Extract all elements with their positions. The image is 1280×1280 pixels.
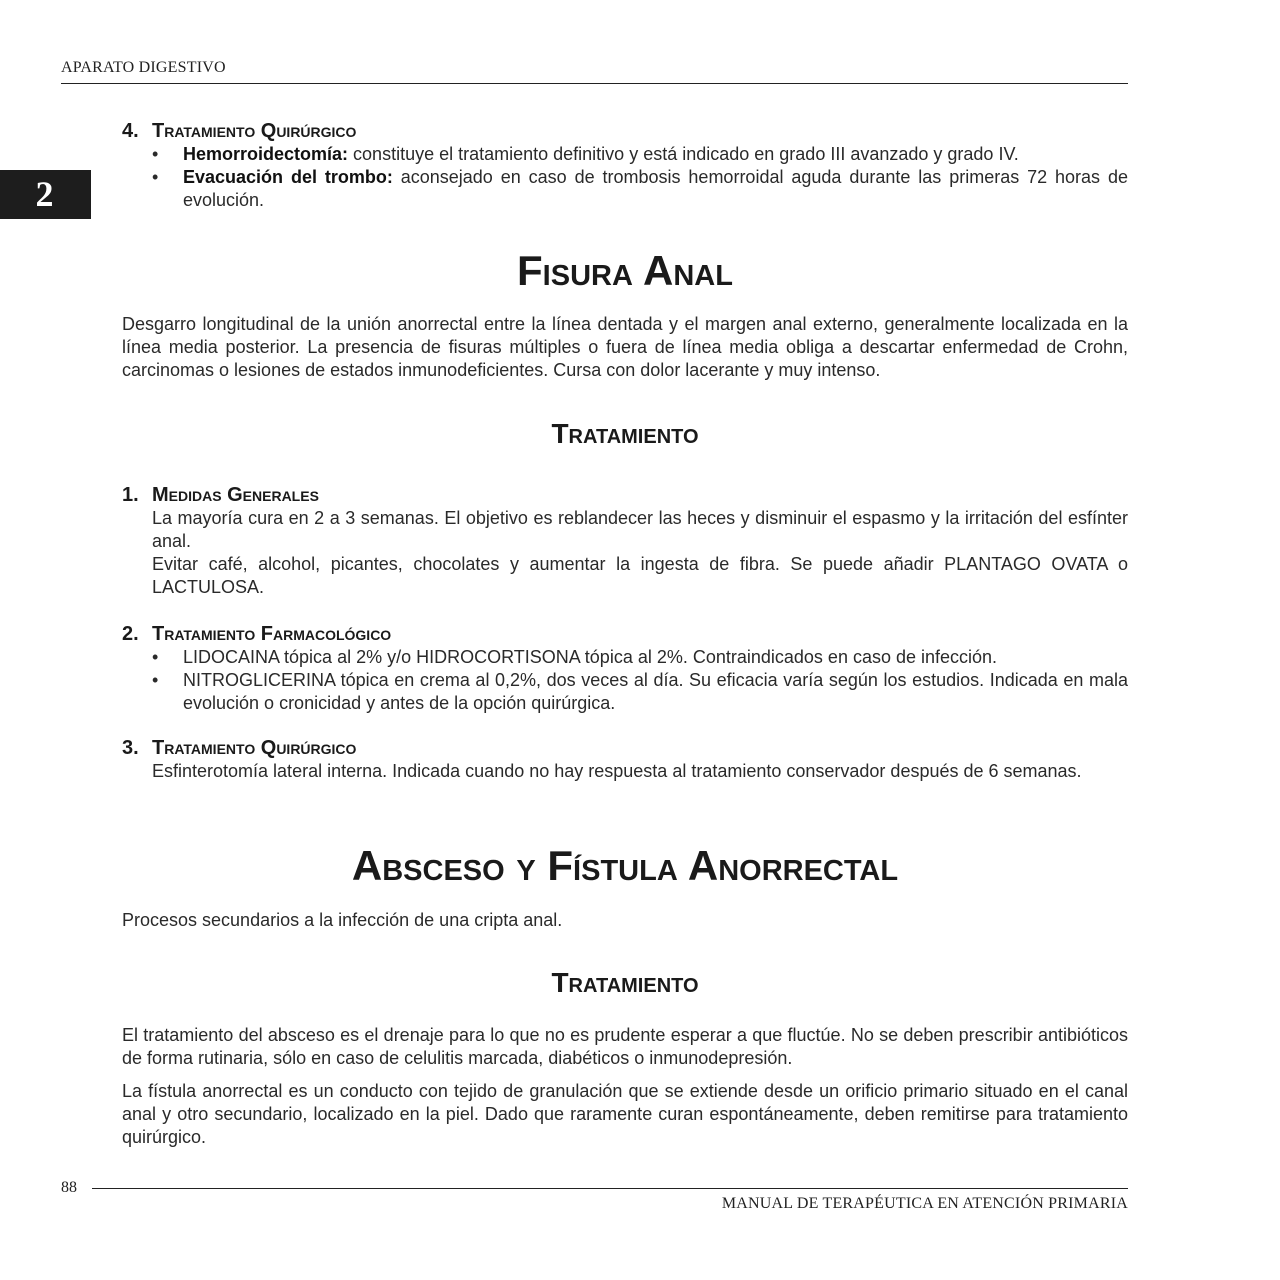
bullet-marker: •: [152, 647, 159, 667]
list-item: [122, 166, 1128, 212]
subheading-tratamiento-quirurgico: [122, 736, 1128, 760]
section-hemorroides-quirurgico: [122, 119, 1128, 212]
medidas-paragraph-1: La mayoría cura en 2 a 3 semanas. El objetivo es reblandecer las heces y disminuir el espasmo y la irritación del esfínter anal.: [152, 508, 1128, 551]
absceso-paragraph-2: La fístula anorrectal es un conducto con tejido de granulación que se extiende desde un orificio primario situado en el canal anal y otro secundario, localizado en la piel. Dado que raramente curan espontáneamente, deben remitirse para tratamiento quirúrgico.: [122, 1081, 1128, 1147]
list-item: [122, 143, 1128, 166]
subheading-number: 2.: [122, 623, 139, 645]
bullet-marker: •: [152, 167, 159, 187]
list-item: [122, 646, 1128, 669]
list-item-text: constituye el tratamiento definitivo y está indicado en grado III avanzado y grado IV.: [348, 144, 1019, 164]
section-tratamiento-farmacologico: [122, 622, 1128, 715]
subheading-number: 3.: [122, 737, 139, 759]
medidas-paragraph-2: Evitar café, alcohol, picantes, chocolates y aumentar la ingesta de fibra. Se puede añadir PLANTAGO OVATA o LACTULOSA.: [152, 554, 1128, 597]
section-title-absceso-fistula: Absceso y Fístula Anorrectal: [351, 842, 899, 889]
subheading-number: 1.: [122, 484, 139, 506]
heading-tratamiento-fisura: Tratamiento: [551, 418, 699, 449]
absceso-paragraph-1: El tratamiento del absceso es el drenaje para lo que no es prudente esperar a que fluctúe. No se deben prescribir antibióticos de forma rutinaria, sólo en caso de celulitis marcada, diabéticos o inmunodepresión.: [122, 1025, 1128, 1068]
list-item-text: aconsejado en caso de trombosis hemorroidal aguda durante las primeras 72 horas de evolución.: [183, 167, 1128, 210]
bullet-marker: •: [152, 144, 159, 164]
page-number: 88: [61, 1179, 77, 1196]
subheading-tratamiento-quirurgico: [122, 119, 1128, 143]
list-item-term: Evacuación del trombo:: [183, 167, 393, 187]
running-head: APARATO DIGESTIVO: [61, 59, 226, 76]
header-rule: [61, 83, 1128, 84]
quirurgico-paragraph: Esfinterotomía lateral interna. Indicada cuando no hay respuesta al tratamiento conservador después de 6 semanas.: [152, 761, 1082, 781]
running-foot: MANUAL DE TERAPÉUTICA EN ATENCIÓN PRIMARIA: [721, 1195, 1128, 1212]
list-item-text: LIDOCAINA tópica al 2% y/o HIDROCORTISONA tópica al 2%. Contraindicados en caso de infección.: [183, 647, 998, 667]
bullet-list: [122, 143, 1128, 212]
section-title-fisura-anal: Fisura Anal: [517, 247, 733, 294]
footer-rule: [92, 1188, 1128, 1189]
section-tratamiento-quirurgico-fisura: [122, 736, 1128, 783]
chapter-tab: 2: [0, 170, 91, 219]
heading-tratamiento-absceso: Tratamiento: [551, 967, 699, 998]
bullet-marker: •: [152, 670, 159, 690]
list-item: [122, 669, 1128, 715]
subheading-title: Tratamiento Quirúrgico: [152, 120, 357, 142]
subheading-number: 4.: [122, 120, 139, 142]
subheading-medidas-generales: [122, 483, 1128, 507]
subheading-title: Tratamiento Farmacológico: [152, 623, 392, 645]
section-medidas-generales: [122, 483, 1128, 599]
fisura-intro-paragraph: Desgarro longitudinal de la unión anorrectal entre la línea dentada y el margen anal externo, generalmente localizada en la línea media posterior. La presencia de fisuras múltiples o fuera de línea media obliga a descartar enfermedad de Crohn, carcinomas o lesiones de estados inmunodeficientes. Cursa con dolor lacerante y muy intenso.: [122, 314, 1128, 380]
subheading-title: Medidas Generales: [152, 484, 319, 506]
bullet-list: [122, 646, 1128, 715]
list-item-text: NITROGLICERINA tópica en crema al 0,2%, dos veces al día. Su eficacia varía según los estudios. Indicada en mala evolución o cronicidad y antes de la opción quirúrgica.: [183, 670, 1128, 713]
absceso-intro-paragraph: Procesos secundarios a la infección de una cripta anal.: [122, 910, 563, 930]
subheading-tratamiento-farmacologico: [122, 622, 1128, 646]
list-item-term: Hemorroidectomía:: [183, 144, 349, 164]
subheading-title: Tratamiento Quirúrgico: [152, 737, 357, 759]
